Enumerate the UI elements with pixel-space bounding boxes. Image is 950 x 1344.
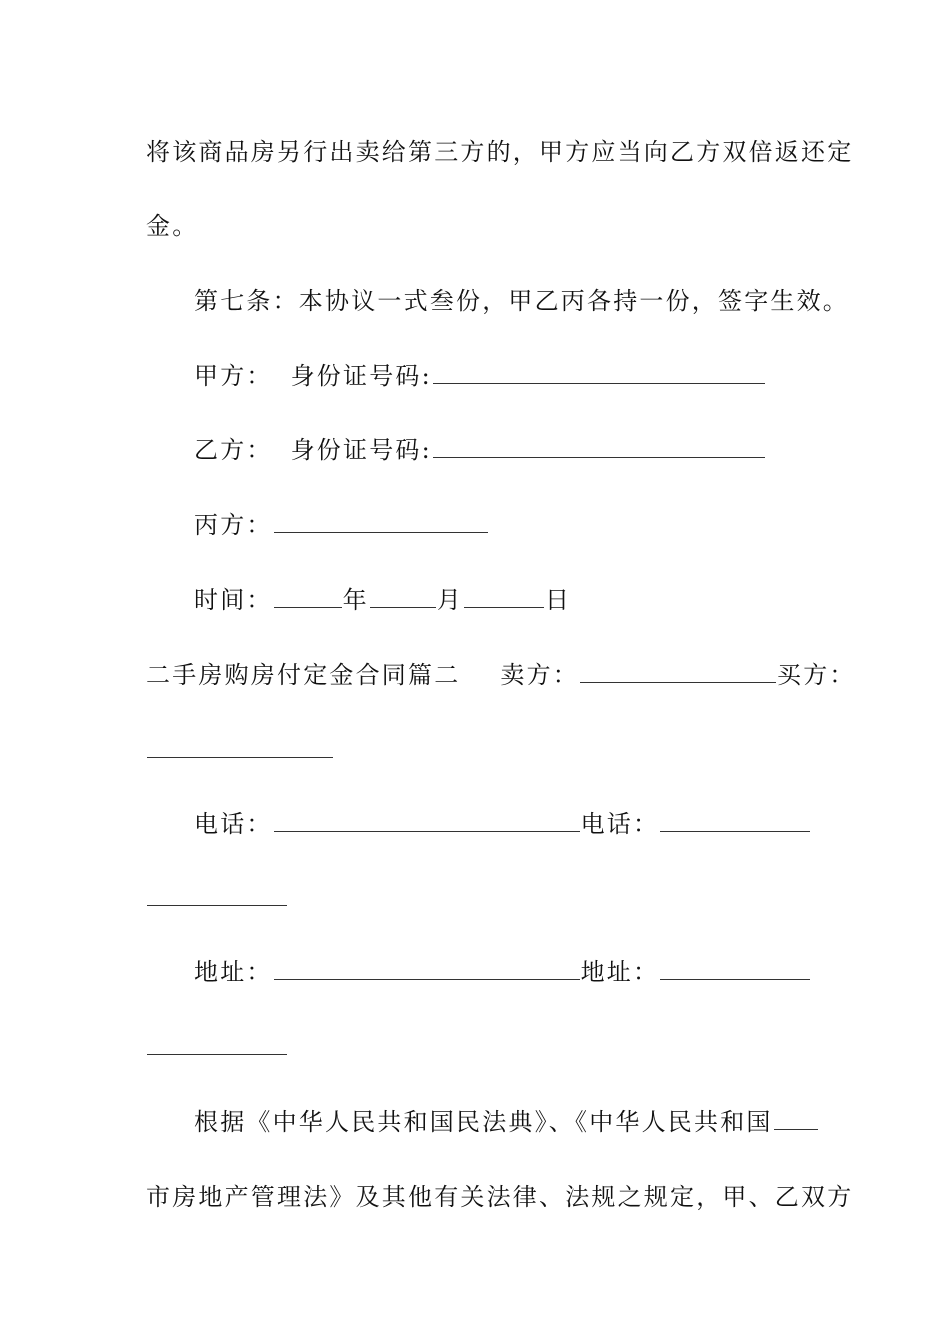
buyer-continuation-line bbox=[146, 734, 334, 766]
year-blank[interactable] bbox=[274, 585, 342, 608]
seller-label: 卖方： bbox=[500, 661, 580, 689]
phone-blank-2[interactable] bbox=[660, 809, 810, 832]
party-c-label: 丙方： bbox=[194, 511, 273, 539]
time-label: 时间： bbox=[194, 586, 273, 614]
day-blank[interactable] bbox=[464, 585, 544, 608]
party-b-line bbox=[194, 434, 766, 466]
party-a-line bbox=[194, 360, 766, 392]
party-b-label: 乙方： bbox=[194, 436, 273, 464]
phone-line bbox=[194, 808, 811, 840]
party-c-line bbox=[194, 509, 489, 541]
paragraph-text-1: 根据《中华人民共和国民法典》、《中华人民共和国 bbox=[194, 1108, 773, 1136]
year-label: 年 bbox=[342, 586, 369, 614]
phone-blank-2-cont[interactable] bbox=[147, 883, 287, 906]
party-a-label: 甲方： bbox=[194, 362, 273, 390]
section2-line bbox=[146, 659, 856, 691]
buyer-label: 买方： bbox=[777, 661, 856, 689]
text-line-2: 金。 bbox=[146, 212, 199, 240]
party-c-blank[interactable] bbox=[274, 510, 488, 533]
party-b-id-label: 身份证号码: bbox=[290, 436, 432, 464]
address-continuation-line bbox=[146, 1031, 288, 1063]
paragraph-line-2: 市房地产管理法》及其他有关法律、法规之规定，甲、乙双方 bbox=[146, 1183, 854, 1211]
seller-blank[interactable] bbox=[580, 660, 776, 683]
address-label-2: 地址： bbox=[580, 958, 660, 986]
party-b-id-blank[interactable] bbox=[433, 435, 765, 458]
buyer-blank[interactable] bbox=[147, 735, 333, 758]
city-blank[interactable] bbox=[774, 1107, 818, 1130]
address-line bbox=[194, 956, 811, 988]
address-blank-2[interactable] bbox=[660, 957, 810, 980]
address-blank-2-cont[interactable] bbox=[147, 1032, 287, 1055]
phone-label-1: 电话： bbox=[194, 810, 273, 838]
party-a-id-label: 身份证号码: bbox=[290, 362, 432, 390]
day-label: 日 bbox=[545, 586, 572, 614]
address-blank-1[interactable] bbox=[274, 957, 580, 980]
paragraph-line-1 bbox=[194, 1106, 819, 1138]
address-label-1: 地址： bbox=[194, 958, 273, 986]
article-seven: 第七条：本协议一式叁份，甲乙丙各持一份，签字生效。 bbox=[194, 287, 849, 315]
phone-label-2: 电话： bbox=[580, 810, 660, 838]
text-line-1: 将该商品房另行出卖给第三方的，甲方应当向乙方双倍返还定 bbox=[146, 138, 854, 166]
phone-continuation-line bbox=[146, 882, 288, 914]
party-a-id-blank[interactable] bbox=[433, 361, 765, 384]
month-label: 月 bbox=[436, 586, 464, 614]
section2-title: 二手房购房付定金合同篇二 bbox=[146, 661, 461, 689]
month-blank[interactable] bbox=[370, 585, 436, 608]
time-line bbox=[194, 584, 571, 616]
phone-blank-1[interactable] bbox=[274, 809, 580, 832]
